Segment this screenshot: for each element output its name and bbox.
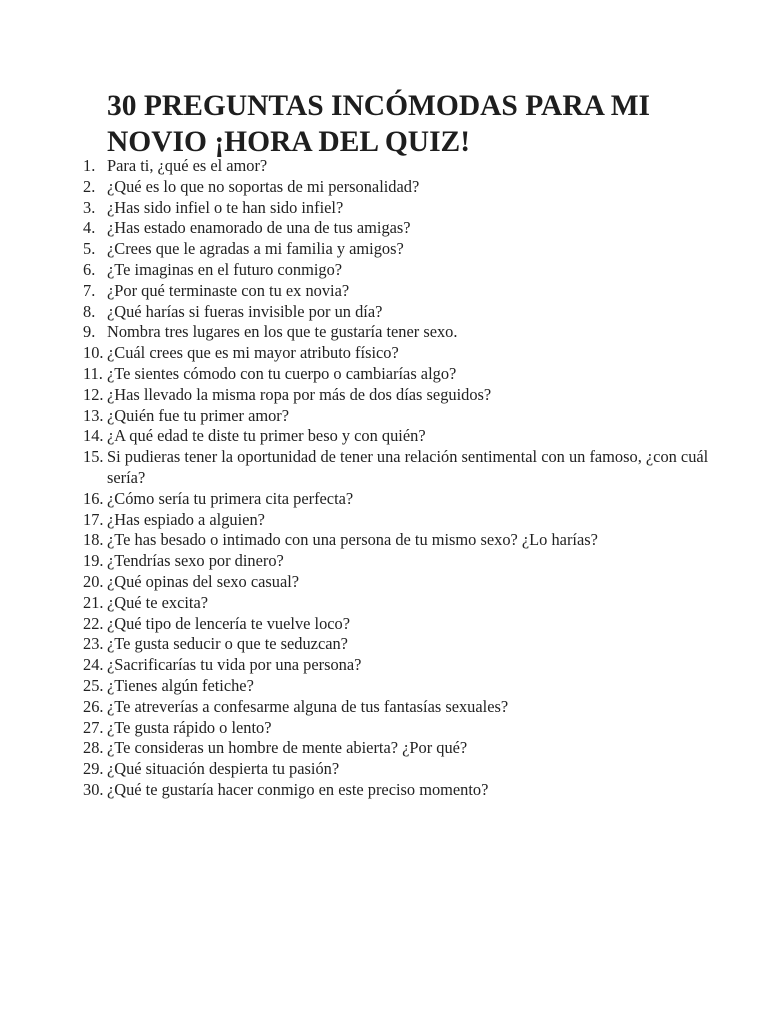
- question-number: 23.: [83, 634, 104, 654]
- question-text: ¿Has espiado a alguien?: [107, 509, 265, 529]
- question-text: ¿Has estado enamorado de una de tus amigas?: [107, 218, 411, 238]
- question-text: ¿Tienes algún fetiche?: [107, 675, 254, 695]
- question-number: 4.: [83, 218, 96, 238]
- question-number: 21.: [83, 592, 104, 612]
- title-line-2: NOVIO ¡HORA DEL QUIZ!: [107, 126, 471, 158]
- question-number: 5.: [83, 239, 96, 259]
- question-number: 30.: [83, 779, 104, 799]
- question-number: 20.: [83, 571, 104, 591]
- question-number: 15.: [83, 447, 104, 467]
- question-text: ¿Te sientes cómodo con tu cuerpo o cambiarías algo?: [107, 363, 457, 383]
- list-item: [83, 551, 743, 572]
- list-item: [83, 156, 743, 177]
- question-text: ¿Qué harías si fueras invisible por un día?: [107, 301, 383, 321]
- list-item: [83, 489, 743, 510]
- list-item: [83, 322, 743, 343]
- list-item: [83, 510, 743, 531]
- question-number: 7.: [83, 280, 96, 300]
- list-item: [83, 260, 743, 281]
- question-text: ¿Cuál crees que es mi mayor atributo físico?: [107, 343, 399, 363]
- question-text: ¿Crees que le agradas a mi familia y amigos?: [107, 239, 404, 259]
- list-item: [83, 385, 743, 406]
- question-number: 19.: [83, 551, 104, 571]
- list-item: [83, 447, 743, 489]
- question-text: ¿Has llevado la misma ropa por más de dos días seguidos?: [107, 384, 492, 404]
- question-number: 6.: [83, 259, 96, 279]
- list-item: [83, 593, 743, 614]
- question-list: [83, 156, 743, 801]
- question-number: 22.: [83, 613, 104, 633]
- question-text: ¿Sacrificarías tu vida por una persona?: [107, 655, 362, 675]
- question-text: ¿Qué te excita?: [107, 592, 209, 612]
- list-item: [83, 697, 743, 718]
- list-item: [83, 343, 743, 364]
- list-item: [83, 530, 743, 551]
- question-text: ¿Qué opinas del sexo casual?: [107, 571, 300, 591]
- question-text: ¿Te gusta rápido o lento?: [107, 717, 272, 737]
- question-text: Nombra tres lugares en los que te gustaría tener sexo.: [107, 322, 458, 342]
- question-number: 24.: [83, 655, 104, 675]
- question-number: 18.: [83, 530, 104, 550]
- question-text: ¿Qué situación despierta tu pasión?: [107, 759, 340, 779]
- question-text: ¿Qué te gustaría hacer conmigo en este preciso momento?: [107, 779, 489, 799]
- title-line-1: 30 PREGUNTAS INCÓMODAS PARA MI: [107, 90, 651, 122]
- list-item: [83, 614, 743, 635]
- question-number: 8.: [83, 301, 96, 321]
- question-number: 9.: [83, 322, 96, 342]
- question-text: ¿Te has besado o intimado con una persona de tu mismo sexo? ¿Lo harías?: [107, 530, 598, 550]
- question-number: 13.: [83, 405, 104, 425]
- question-text: ¿A qué edad te diste tu primer beso y con quién?: [107, 426, 426, 446]
- list-item: [83, 676, 743, 697]
- question-number: 2.: [83, 176, 96, 196]
- question-text: ¿Te consideras un hombre de mente abierta? ¿Por qué?: [107, 738, 468, 758]
- question-text: ¿Quién fue tu primer amor?: [107, 405, 290, 425]
- question-number: 26.: [83, 696, 104, 716]
- list-item: [83, 572, 743, 593]
- question-number: 11.: [83, 363, 103, 383]
- list-item: [83, 364, 743, 385]
- list-item: [83, 302, 743, 323]
- list-item: [83, 634, 743, 655]
- question-text: ¿Cómo sería tu primera cita perfecta?: [107, 488, 354, 508]
- question-number: 16.: [83, 488, 104, 508]
- document-title: [107, 88, 743, 160]
- question-number: 12.: [83, 384, 104, 404]
- list-item: [83, 239, 743, 260]
- question-number: 3.: [83, 197, 96, 217]
- question-number: 1.: [83, 156, 96, 175]
- question-text: ¿Tendrías sexo por dinero?: [107, 551, 284, 571]
- list-item: [83, 177, 743, 198]
- list-item: [83, 281, 743, 302]
- question-text: ¿Qué es lo que no soportas de mi personalidad?: [107, 176, 420, 196]
- document-page: [83, 88, 743, 801]
- question-number: 27.: [83, 717, 104, 737]
- question-number: 17.: [83, 509, 104, 529]
- list-item: [83, 406, 743, 427]
- question-text: ¿Te gusta seducir o que te seduzcan?: [107, 634, 348, 654]
- question-number: 29.: [83, 759, 104, 779]
- list-item: [83, 218, 743, 239]
- question-number: 25.: [83, 675, 104, 695]
- question-text: ¿Por qué terminaste con tu ex novia?: [107, 280, 350, 300]
- question-text: Para ti, ¿qué es el amor?: [107, 156, 268, 175]
- list-item: [83, 759, 743, 780]
- question-text: ¿Qué tipo de lencería te vuelve loco?: [107, 613, 351, 633]
- list-item: [83, 718, 743, 739]
- question-text: Si pudieras tener la oportunidad de tener una relación sentimental con un famoso, ¿con cuál sería?: [107, 447, 709, 487]
- list-item: [83, 198, 743, 219]
- question-number: 14.: [83, 426, 104, 446]
- question-text: ¿Te atreverías a confesarme alguna de tus fantasías sexuales?: [107, 696, 509, 716]
- list-item: [83, 780, 743, 801]
- question-text: ¿Has sido infiel o te han sido infiel?: [107, 197, 344, 217]
- list-item: [83, 655, 743, 676]
- question-text: ¿Te imaginas en el futuro conmigo?: [107, 259, 343, 279]
- list-item: [83, 738, 743, 759]
- question-number: 10.: [83, 343, 104, 363]
- question-number: 28.: [83, 738, 104, 758]
- list-item: [83, 426, 743, 447]
